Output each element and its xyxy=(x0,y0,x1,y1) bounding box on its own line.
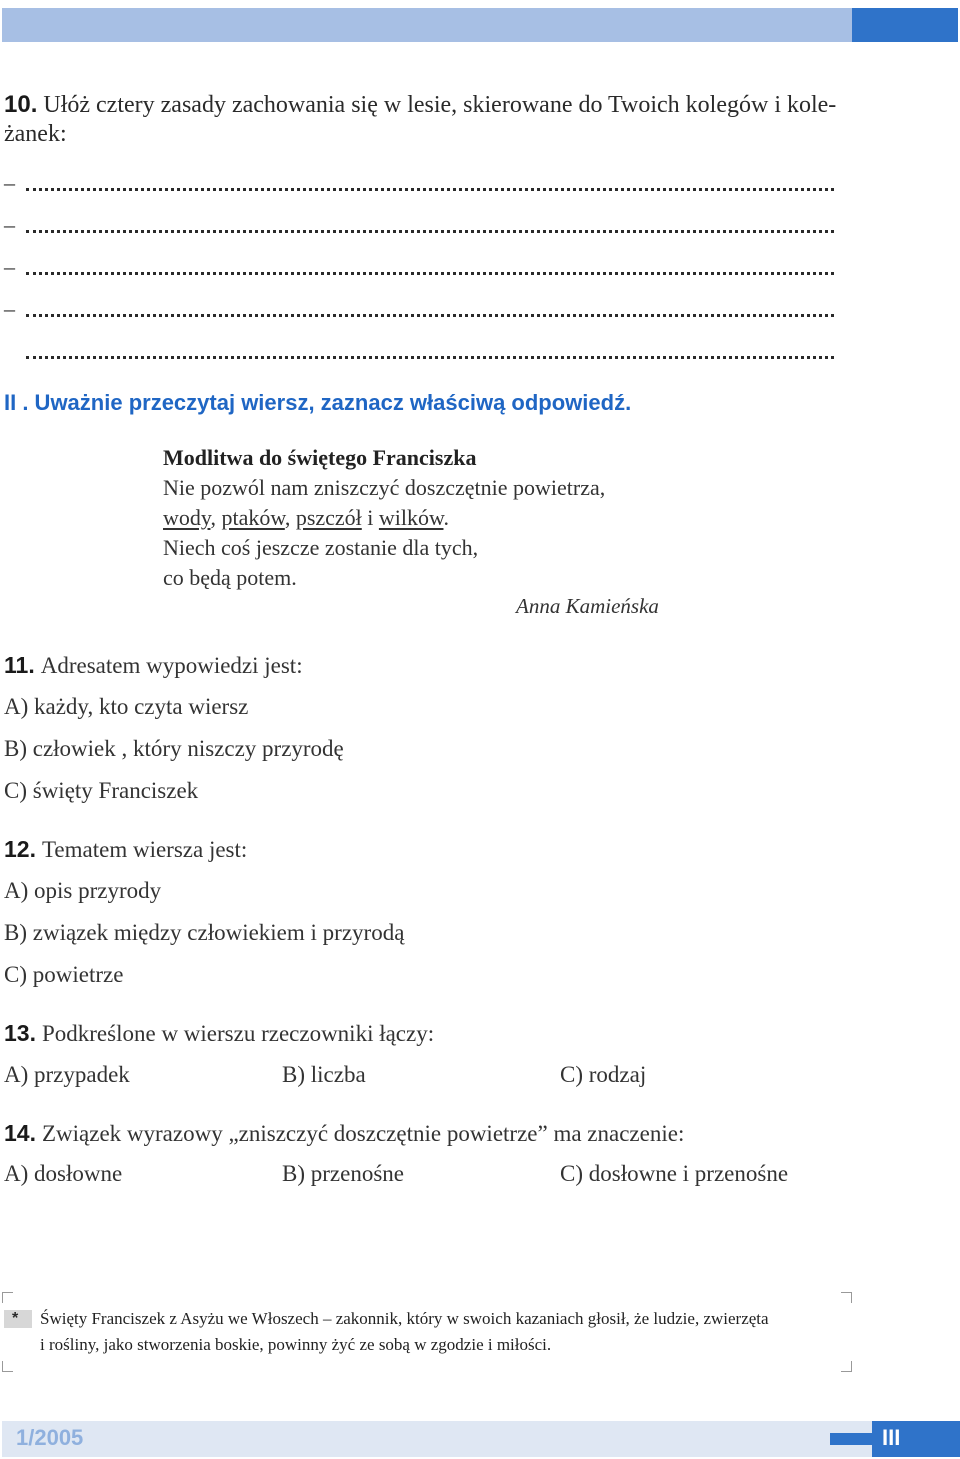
underlined-noun: pszczół xyxy=(295,505,362,530)
question-10-number: 10. xyxy=(4,91,38,118)
footnote-box xyxy=(2,1292,852,1372)
section-2-heading: II . Uważnie przeczytaj wiersz, zaznacz właściwą odpowiedź. xyxy=(4,390,632,415)
question-13-text: Podkreślone w wierszu rzeczowniki łączy: xyxy=(41,1021,435,1046)
corner-mark xyxy=(841,1292,852,1303)
dotted-line xyxy=(26,230,834,233)
question-11-option-a[interactable]: A) każdy, kto czyta wiersz xyxy=(4,694,249,719)
question-14-option-b[interactable]: B) przenośne xyxy=(282,1161,404,1186)
question-13-option-a[interactable]: A) przypadek xyxy=(4,1062,130,1087)
dotted-line xyxy=(26,188,834,191)
poem-title: Modlitwa do świętego Franciszka xyxy=(163,445,477,470)
answer-line-2[interactable] xyxy=(4,214,834,240)
underlined-noun: ptaków xyxy=(221,505,285,530)
footnote-text xyxy=(40,1306,855,1358)
poem-line-1: Nie pozwól nam zniszczyć doszczętnie powietrza, xyxy=(163,475,606,500)
question-12-option-b[interactable]: B) związek między człowiekiem i przyrodą xyxy=(4,920,405,945)
question-12-text: Tematem wiersza jest: xyxy=(41,837,248,862)
answer-line-4[interactable] xyxy=(4,298,834,324)
bottom-footer-bar xyxy=(2,1421,960,1457)
underlined-noun: wody xyxy=(163,505,211,530)
top-header-bar xyxy=(2,8,958,42)
footer-stripe xyxy=(830,1433,874,1445)
answer-line-5[interactable] xyxy=(4,340,834,366)
question-12-option-c[interactable]: C) powietrze xyxy=(4,962,124,987)
corner-mark xyxy=(2,1361,13,1372)
question-14-option-c[interactable]: C) dosłowne i przenośne xyxy=(560,1161,789,1186)
poem-separator: i xyxy=(361,505,379,530)
question-11-number: 11. xyxy=(4,652,35,678)
question-13-number: 13. xyxy=(4,1020,36,1046)
answer-dash: – xyxy=(4,254,15,279)
dotted-line xyxy=(26,314,834,317)
answer-dash: – xyxy=(4,170,15,195)
question-11 xyxy=(4,652,303,679)
corner-mark xyxy=(2,1292,13,1303)
poem-line-3: Niech coś jeszcze zostanie dla tych, xyxy=(163,535,479,560)
dotted-line xyxy=(26,272,834,275)
poem-separator: , xyxy=(210,505,222,530)
question-12-number: 12. xyxy=(4,836,36,862)
answer-dash: – xyxy=(4,212,15,237)
poem-line-2 xyxy=(163,503,683,533)
poem-author: Anna Kamieńska xyxy=(516,594,659,618)
footnote-marker: * xyxy=(4,1310,32,1328)
page-number-box xyxy=(872,1421,960,1457)
question-14-option-a[interactable]: A) dosłowne xyxy=(4,1161,123,1186)
question-13 xyxy=(4,1020,434,1047)
question-12 xyxy=(4,836,247,863)
answer-line-1[interactable] xyxy=(4,172,834,198)
corner-mark xyxy=(841,1361,852,1372)
question-14-text: Związek wyrazowy „zniszczyć doszczętnie powietrze” ma znaczenie: xyxy=(41,1121,685,1146)
underlined-noun: wilków xyxy=(378,505,444,530)
answer-dash: – xyxy=(4,296,15,321)
question-11-option-c[interactable]: C) święty Franciszek xyxy=(4,778,199,803)
answer-line-3[interactable] xyxy=(4,256,834,282)
question-14 xyxy=(4,1120,684,1147)
question-14-number: 14. xyxy=(4,1120,36,1146)
poem xyxy=(163,443,683,593)
page-number: III xyxy=(882,1425,901,1450)
poem-separator: , xyxy=(284,505,296,530)
question-13-option-c[interactable]: C) rodzaj xyxy=(560,1062,647,1087)
issue-number: 1/2005 xyxy=(16,1425,84,1450)
question-11-text: Adresatem wypowiedzi jest: xyxy=(40,653,303,678)
top-header-accent xyxy=(852,8,958,42)
footnote-line-2: i rośliny, jako stworzenia boskie, powinny żyć ze sobą w zgodzie i miłości. xyxy=(40,1335,552,1354)
question-12-option-a[interactable]: A) opis przyrody xyxy=(4,878,162,903)
footnote-line-1: Święty Franciszek z Asyżu we Włoszech – zakonnik, który w swoich kazaniach głosił, że ludzie, zwierzęta xyxy=(40,1309,769,1328)
question-10 xyxy=(4,90,864,149)
poem-period: . xyxy=(443,505,449,530)
poem-line-4: co będą potem. xyxy=(163,565,297,590)
dotted-line xyxy=(26,356,834,359)
question-10-text-line2: żanek: xyxy=(4,121,67,147)
question-10-text-line1: Ułóż cztery zasady zachowania się w lesie, skierowane do Twoich kolegów i kole- xyxy=(43,92,837,118)
question-11-option-b[interactable]: B) człowiek , który niszczy przyrodę xyxy=(4,736,344,761)
question-13-option-b[interactable]: B) liczba xyxy=(282,1062,366,1087)
